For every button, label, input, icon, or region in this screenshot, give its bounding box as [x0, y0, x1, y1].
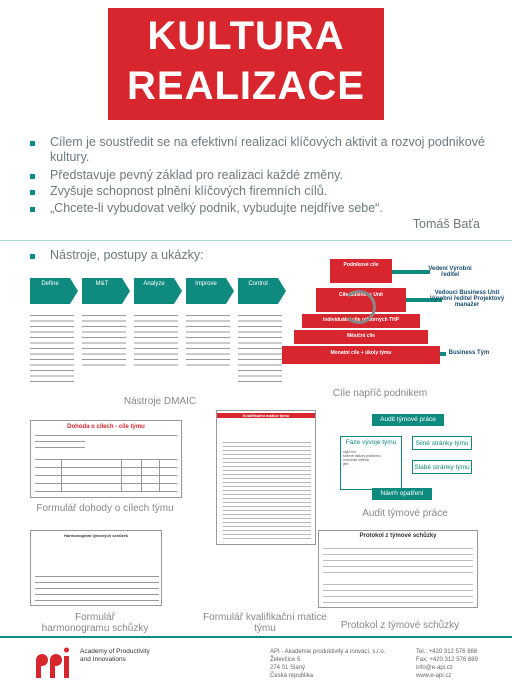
intro-bullet-1: Cílem je soustředit se na efektivní realizaci klíčových aktivit a rozvoj podnikové kultury. [50, 135, 485, 164]
dmaic-caption: Nástroje DMAIC [123, 396, 197, 407]
dmaic-step-measure: M&T [82, 278, 122, 304]
pyramid-level-2-label: Cíle Business Unit [339, 292, 383, 298]
bullet-icon [30, 141, 35, 146]
dmaic-tools-list [186, 312, 234, 372]
form-dohoda [30, 420, 182, 498]
form-protokol-title: Protokol z týmové schůzky [359, 533, 437, 539]
quote-author: Tomáš Baťa [412, 217, 480, 231]
logo-text: Academy of Productivity and Innovations [80, 648, 150, 663]
email-link[interactable]: info@e-api.cz [416, 665, 453, 671]
bullet-icon [30, 190, 35, 195]
section-heading: Nástroje, postupy a ukázky: [50, 248, 204, 262]
audit-phase-label: Fáze vývoje týmu [345, 439, 397, 446]
audit-strengths-box: Silné stránky týmu [412, 436, 472, 450]
protokol-header-fields [323, 543, 473, 575]
title-line-2: REALIZACE [127, 64, 365, 108]
protokol-table [323, 579, 473, 605]
form-harmonogram [30, 530, 162, 606]
pyramid-level-1-label: Podnikové cíle [343, 262, 379, 268]
dmaic-step-control: Control [238, 278, 278, 304]
pyramid-level-5-label: Monatní cíle + úkoly týmu [330, 350, 392, 356]
form-harmonogram-caption: Formulář harmonogramu schůzky [41, 612, 149, 634]
pyramid-level-4-label: Měsíční cíle [346, 333, 376, 339]
footer-address: API - Akademie produktivity a inovací, s.r.o. Želevčice 5 274 01 Slaný Česká republika [270, 649, 386, 679]
harmonogram-table [35, 571, 159, 603]
audit-weaknesses-box: Slabé stránky týmu [412, 460, 472, 474]
pyramid-caption: Cíle napříč podnikem [332, 388, 428, 399]
form-kvalifikace-caption: Formulář kvalifikační matice týmu [203, 612, 327, 634]
pyramid-level-3-label: Individuální cíle odborných THP [322, 317, 400, 323]
website-link[interactable]: www.e-api.cz [416, 673, 452, 679]
form-dohoda-caption: Formulář dohody o cílech týmu [36, 503, 174, 514]
bullet-icon [30, 174, 35, 179]
audit-caption: Audit týmové práce [362, 508, 448, 519]
dmaic-tools-list [238, 312, 286, 387]
section-divider [0, 240, 512, 241]
title-line-1: KULTURA [147, 14, 345, 58]
form-kvalifikace-title: Kvalifikační matice týmu [217, 413, 315, 418]
kvalifikace-grid [223, 439, 311, 539]
intro-bullet-4: „Chcete-li vybudovat velký podnik, vybudujte nejdříve sebe“. [50, 201, 383, 215]
form-harmonogram-title: Harmonogram týmových schůzek [63, 533, 129, 538]
intro-bullet-2: Představuje pevný základ pro realizaci každé změny. [50, 168, 343, 182]
audit-top-box: Audit týmové práce [372, 414, 444, 426]
api-logo [34, 646, 72, 682]
dmaic-tools-list [82, 312, 130, 372]
cycle-arrow-icon [342, 290, 376, 324]
audit-phase-box [340, 436, 402, 490]
form-protokol-caption: Protokol z týmové schůzky [340, 620, 460, 631]
title-banner [108, 8, 384, 120]
pyramid-side-label-3: Business Tým [448, 350, 490, 356]
dmaic-tools-list [30, 312, 78, 387]
dmaic-tools-list [134, 312, 182, 372]
audit-list: stylo říci sběrné faktory problému hodnotící kritéria jiné [343, 450, 381, 466]
dmaic-step-improve: Improve [186, 278, 226, 304]
form-kvalifikace [216, 410, 316, 545]
form-protokol [318, 530, 478, 608]
dmaic-step-define: Define [30, 278, 70, 304]
bullet-icon [30, 254, 35, 259]
audit-bottom-box: Návrh opatření [372, 488, 432, 500]
dmaic-step-analyze: Analyze [134, 278, 174, 304]
footer-contact: Tel.: +420 312 576 888 Fax: +420 312 576 889 info@e-api.cz www.e-api.cz [416, 648, 508, 680]
footer-rule [0, 636, 512, 638]
pyramid-side-label-2: Vedoucí Business Unit Výrobní ředitel Projektový manažer [429, 290, 505, 308]
pyramid-side-label-1: Vedení Výrobní ředitel [428, 266, 472, 278]
intro-bullet-3: Zvyšuje schopnost plnění klíčových firemních cílů. [50, 184, 328, 198]
form-dohoda-title: Dohoda o cílech - cíle týmu [67, 424, 145, 430]
bullet-icon [30, 207, 35, 212]
